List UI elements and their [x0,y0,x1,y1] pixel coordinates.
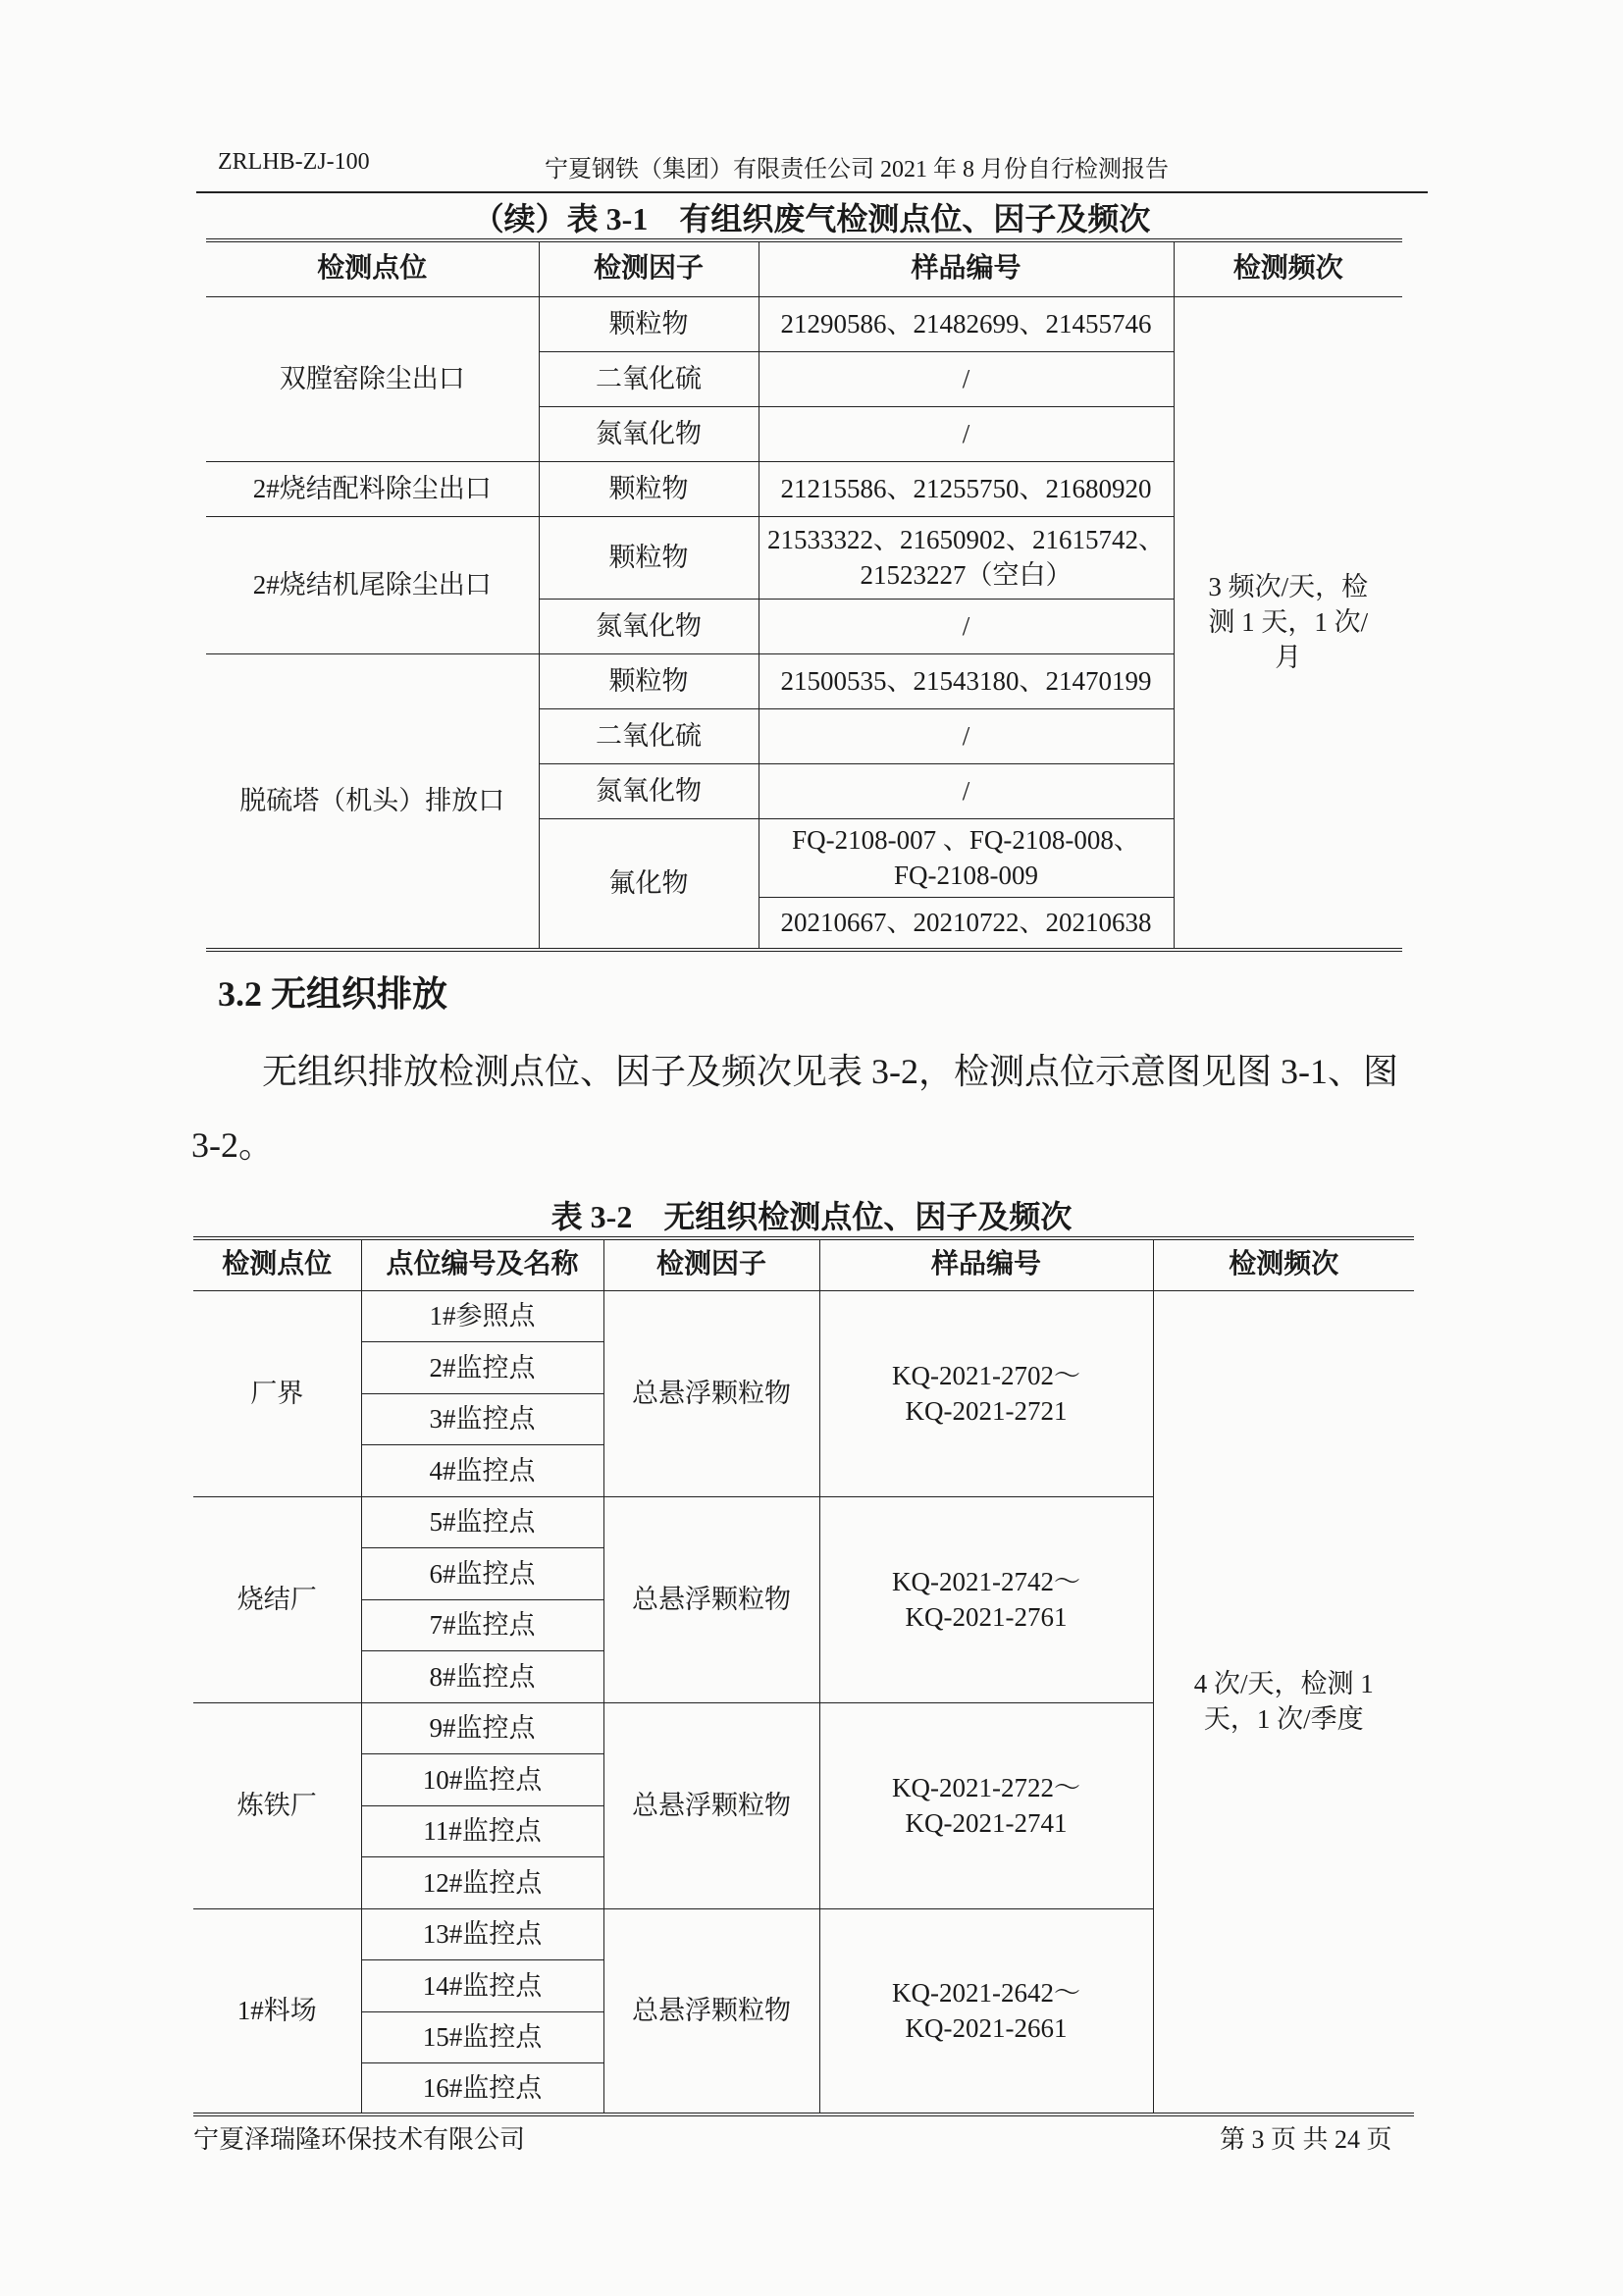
factor-cell: 氮氧化物 [539,599,759,653]
col-header: 检测因子 [603,1238,819,1290]
col-header: 点位编号及名称 [361,1238,603,1290]
factor-cell: 颗粒物 [539,461,759,516]
factor-cell: 颗粒物 [539,516,759,599]
site-cell: 厂界 [193,1290,361,1496]
factor-cell: 氮氧化物 [539,406,759,461]
samples-cell: KQ-2021-2722～KQ-2021-2741 [819,1702,1153,1908]
samples-cell: 20210667、20210722、20210638 [759,897,1174,950]
factor-cell: 总悬浮颗粒物 [603,1908,819,2114]
factor-cell: 总悬浮颗粒物 [603,1290,819,1496]
frequency-cell: 3 频次/天，检测 1 天，1 次/月 [1174,296,1402,950]
point-cell: 8#监控点 [361,1651,603,1703]
site-cell: 双膛窑除尘出口 [206,296,539,461]
point-cell: 13#监控点 [361,1908,603,1960]
factor-cell: 颗粒物 [539,653,759,708]
doc-code: ZRLHB-ZJ-100 [218,149,370,175]
table-3-2 [193,1236,1414,2116]
col-header: 检测点位 [206,240,539,296]
section-heading: 3.2 无组织排放 [218,974,448,1014]
point-cell: 7#监控点 [361,1599,603,1651]
site-cell: 1#料场 [193,1908,361,2114]
samples-cell: 21215586、21255750、21680920 [759,461,1174,516]
table2-title: 表 3-2 无组织检测点位、因子及频次 [550,1199,1073,1234]
site-cell: 烧结厂 [193,1496,361,1702]
samples-cell: 21290586、21482699、21455746 [759,296,1174,351]
point-cell: 10#监控点 [361,1754,603,1806]
factor-cell: 氮氧化物 [539,763,759,818]
col-header: 检测频次 [1153,1238,1414,1290]
point-cell: 4#监控点 [361,1445,603,1497]
col-header: 样品编号 [759,240,1174,296]
point-cell: 14#监控点 [361,1960,603,2012]
point-cell: 5#监控点 [361,1496,603,1548]
point-cell: 11#监控点 [361,1805,603,1857]
samples-cell: / [759,763,1174,818]
table1-title: （续）表 3-1 有组织废气检测点位、因子及频次 [472,201,1151,236]
factor-cell: 二氧化硫 [539,708,759,763]
footer-company: 宁夏泽瑞隆环保技术有限公司 [193,2125,526,2154]
point-cell: 16#监控点 [361,2063,603,2115]
point-cell: 1#参照点 [361,1290,603,1342]
site-cell: 炼铁厂 [193,1702,361,1908]
col-header: 检测频次 [1174,240,1402,296]
footer-page-number: 第 3 页 共 24 页 [1220,2125,1392,2154]
point-cell: 3#监控点 [361,1393,603,1445]
samples-cell: FQ-2108-007 、FQ-2108-008、FQ-2108-009 [759,818,1174,897]
site-cell: 2#烧结配料除尘出口 [206,461,539,516]
factor-cell: 颗粒物 [539,296,759,351]
doc-title: 宁夏钢铁（集团）有限责任公司 2021 年 8 月份自行检测报告 [545,157,1169,183]
site-cell: 脱硫塔（机头）排放口 [206,653,539,950]
samples-cell: / [759,351,1174,406]
factor-cell: 总悬浮颗粒物 [603,1702,819,1908]
factor-cell: 二氧化硫 [539,351,759,406]
point-cell: 6#监控点 [361,1548,603,1600]
factor-cell: 总悬浮颗粒物 [603,1496,819,1702]
section-paragraph: 无组织排放检测点位、因子及频次见表 3-2，检测点位示意图见图 3-1、图 3-2。 [191,1052,1398,1165]
samples-cell: KQ-2021-2642～KQ-2021-2661 [819,1908,1153,2114]
site-cell: 2#烧结机尾除尘出口 [206,516,539,653]
samples-cell: KQ-2021-2742～KQ-2021-2761 [819,1496,1153,1702]
samples-cell: / [759,599,1174,653]
header-divider [196,191,1428,193]
samples-cell: 21533322、21650902、21615742、21523227（空白） [759,516,1174,599]
factor-cell: 氟化物 [539,818,759,950]
point-cell: 2#监控点 [361,1342,603,1394]
col-header: 检测点位 [193,1238,361,1290]
point-cell: 9#监控点 [361,1702,603,1754]
samples-cell: KQ-2021-2702～KQ-2021-2721 [819,1290,1153,1496]
frequency-cell: 4 次/天，检测 1 天，1 次/季度 [1153,1290,1414,2114]
samples-cell: / [759,406,1174,461]
col-header: 样品编号 [819,1238,1153,1290]
samples-cell: / [759,708,1174,763]
samples-cell: 21500535、21543180、21470199 [759,653,1174,708]
col-header: 检测因子 [539,240,759,296]
table-3-1 [206,238,1402,952]
point-cell: 15#监控点 [361,2011,603,2063]
point-cell: 12#监控点 [361,1857,603,1909]
